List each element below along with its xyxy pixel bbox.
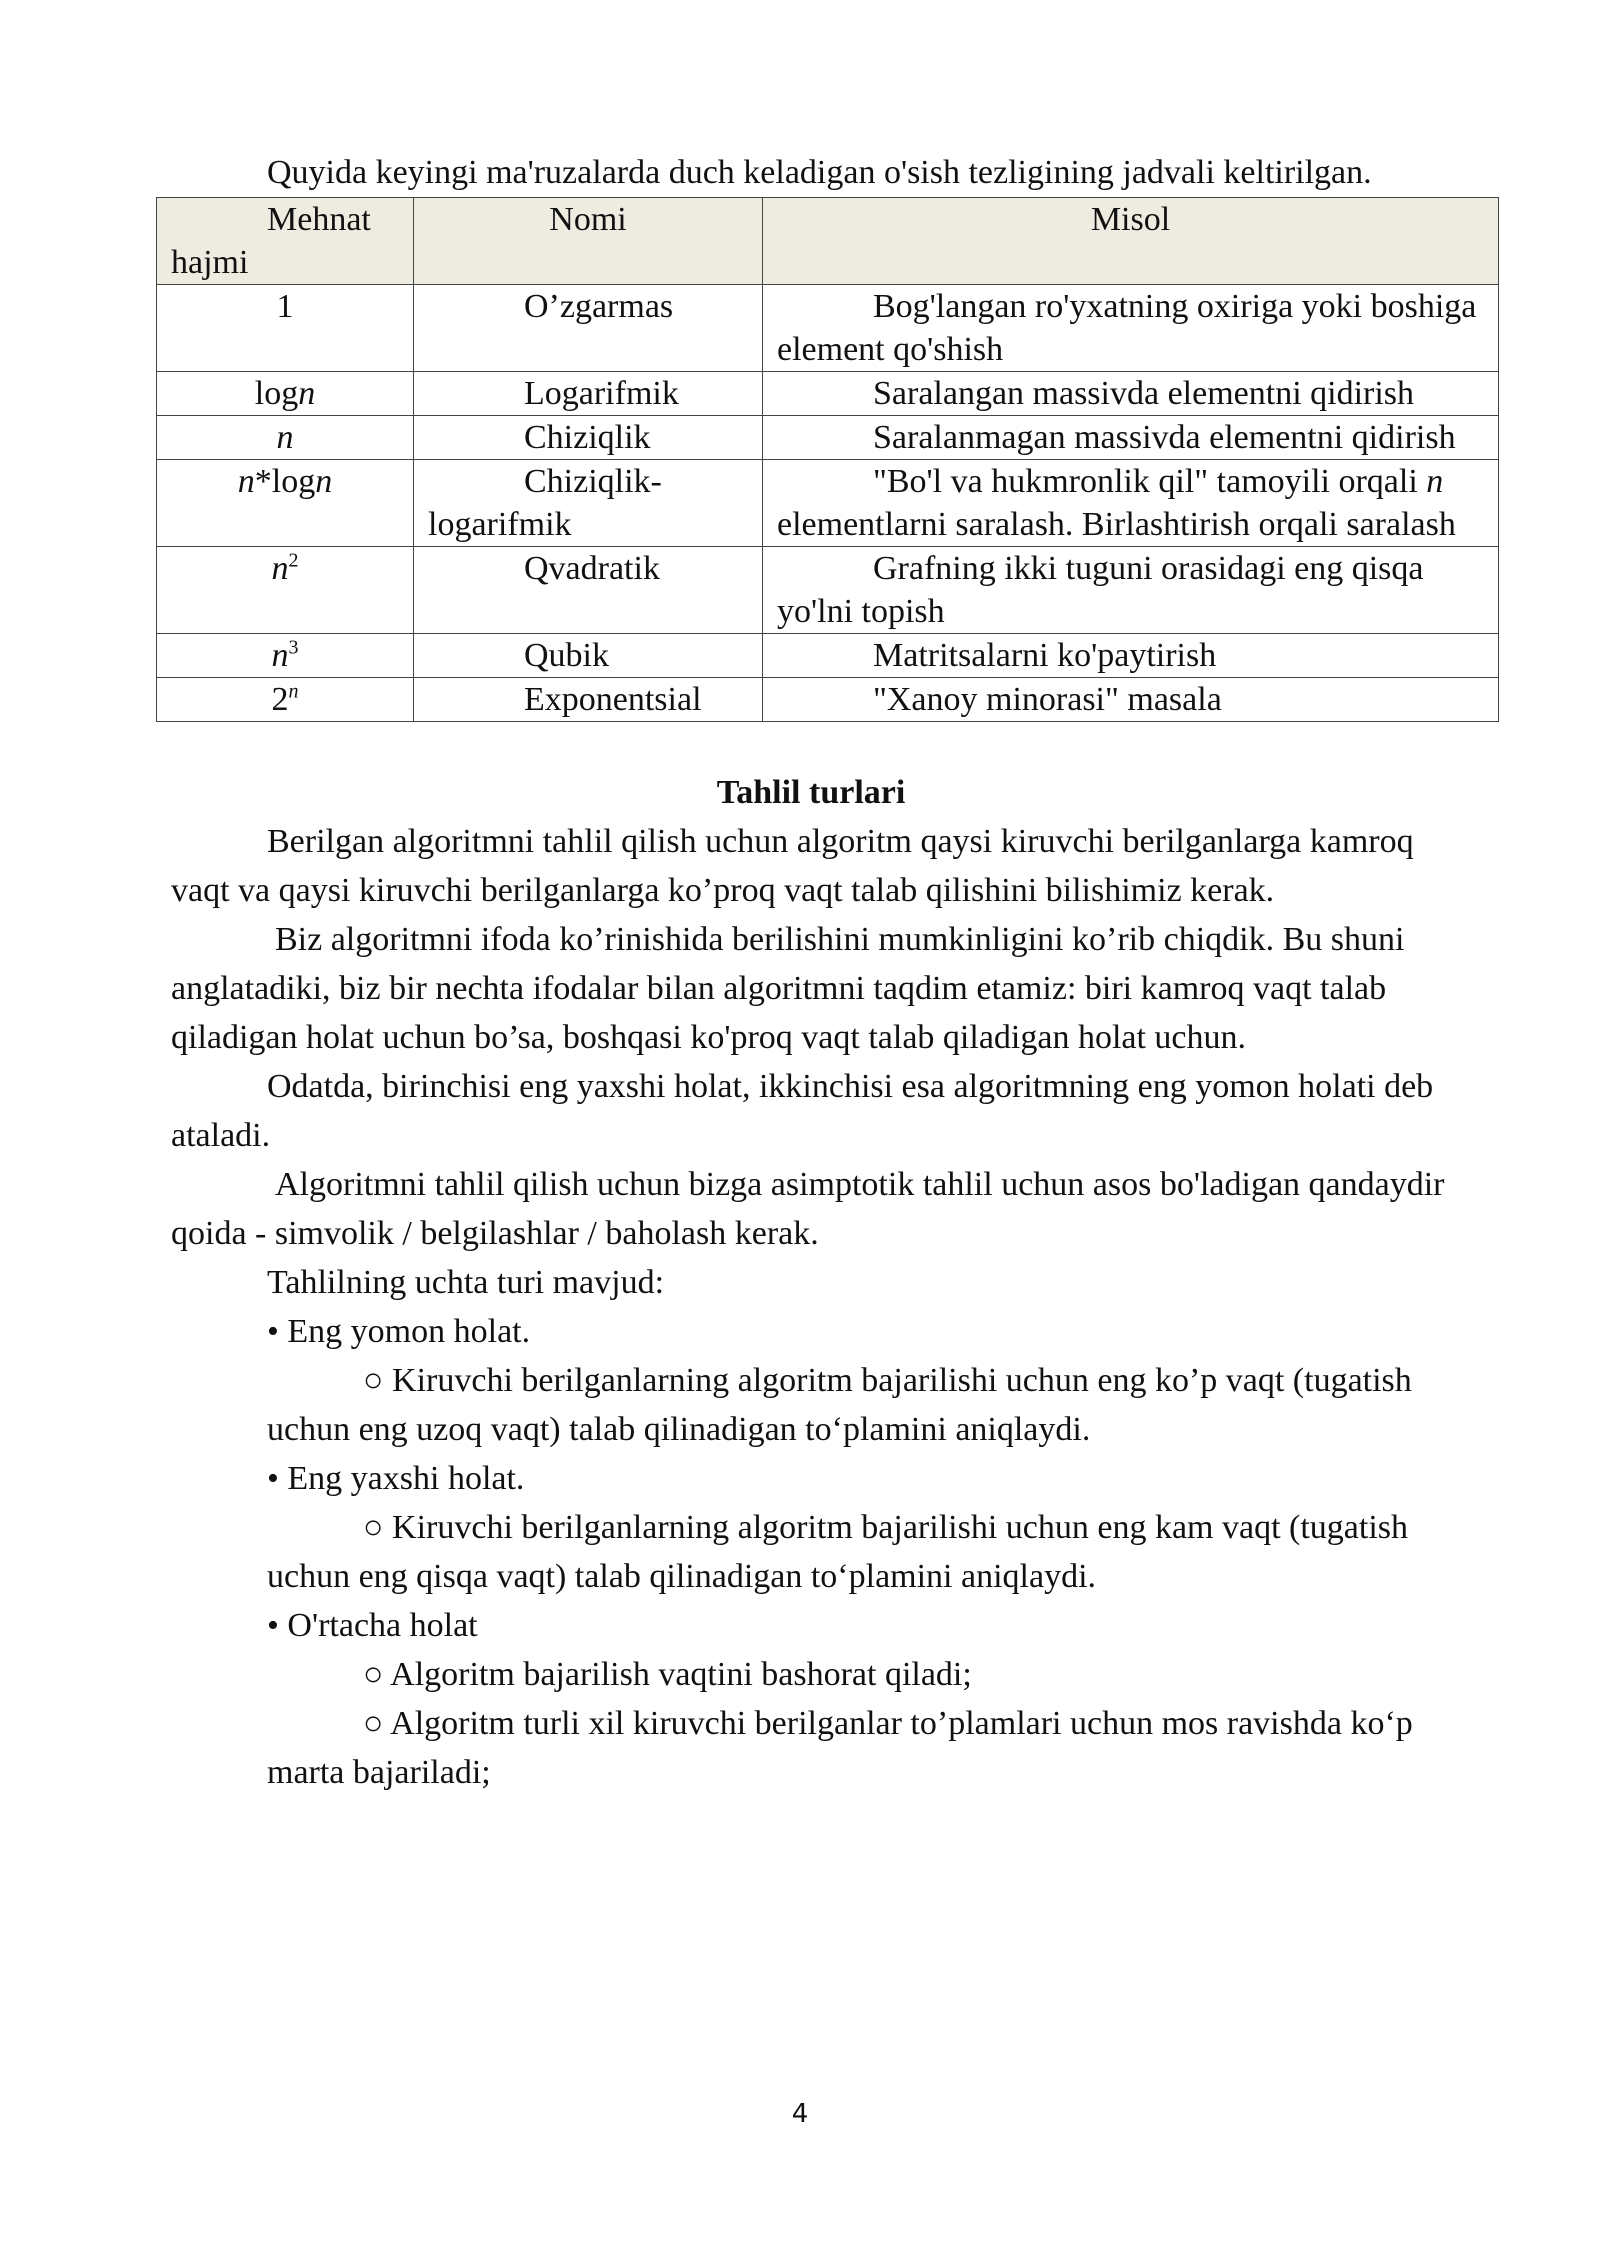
complexity-func: *log bbox=[254, 463, 316, 500]
example-cell: "Xanoy minorasi" masala bbox=[763, 678, 1499, 722]
list-item: • O'rtacha holat bbox=[267, 1607, 478, 1644]
list-subitem: ○ Kiruvchi berilganlarning algoritm bajarilishi uchun eng ko’p vaqt (tugatish uchun eng uzoq vaqt) talab qilinadigan to‘plamini aniqlaydi. bbox=[267, 1362, 1412, 1448]
table-header-row bbox=[157, 198, 1499, 285]
complexity-variable: n bbox=[288, 680, 299, 703]
table-row bbox=[157, 285, 1499, 372]
list-subitem: ○ Algoritm bajarilish vaqtini bashorat qiladi; bbox=[363, 1656, 972, 1693]
page-content bbox=[171, 148, 1477, 1797]
example-cell: Matritsalarni ko'paytirish bbox=[763, 634, 1499, 678]
table-row bbox=[157, 634, 1499, 678]
header-complexity: Mehnat hajmi bbox=[157, 198, 414, 285]
body-paragraph: Algoritmni tahlil qilish uchun bizga asimptotik tahlil uchun asos bo'ladigan qandaydir qoida - simvolik / belgilashlar / baholash kerak. bbox=[171, 1166, 1445, 1252]
name-cell: Qvadratik bbox=[414, 547, 763, 634]
example-cell bbox=[763, 460, 1499, 547]
table-row bbox=[157, 678, 1499, 722]
table-row bbox=[157, 547, 1499, 634]
name-cell: Chiziqlik-logarifmik bbox=[414, 460, 763, 547]
complexity-exponent: 2 bbox=[288, 549, 299, 572]
complexity-exponent: 3 bbox=[288, 636, 299, 659]
list-subitem: ○ Algoritm turli xil kiruvchi berilganlar to’plamlari uchun mos ravishda ko‘p marta bajariladi; bbox=[267, 1705, 1413, 1791]
example-cell: Saralangan massivda elementni qidirish bbox=[763, 372, 1499, 416]
complexity-value: 2 bbox=[271, 681, 289, 718]
example-cell: Grafning ikki tuguni orasidagi eng qisqa yo'lni topish bbox=[763, 547, 1499, 634]
table-row bbox=[157, 416, 1499, 460]
section-heading: Tahlil turlari bbox=[716, 774, 906, 811]
complexity-cell bbox=[157, 372, 414, 416]
table-row bbox=[157, 460, 1499, 547]
body-paragraph: Berilgan algoritmni tahlil qilish uchun algoritm qaysi kiruvchi berilganlarga kamroq vaqt va qaysi kiruvchi berilganlarga ko’proq vaqt talab qilishini bilishimiz kerak. bbox=[171, 823, 1414, 909]
header-example: Misol bbox=[763, 198, 1499, 285]
example-text: "Bo'l va hukmronlik qil" tamoyili orqali bbox=[873, 463, 1427, 500]
example-cell: Saralanmagan massivda elementni qidirish bbox=[763, 416, 1499, 460]
complexity-cell bbox=[157, 547, 414, 634]
complexity-variable: n bbox=[276, 419, 294, 456]
complexity-exponent bbox=[289, 681, 299, 703]
complexity-cell bbox=[157, 460, 414, 547]
analysis-types-intro: Tahlilning uchta turi mavjud: bbox=[267, 1264, 665, 1301]
complexity-cell bbox=[157, 678, 414, 722]
example-text: elementlarni saralash. Birlashtirish orqali saralash bbox=[777, 506, 1456, 543]
complexity-func: log bbox=[254, 375, 299, 412]
name-cell: Chiziqlik bbox=[414, 416, 763, 460]
page-number: 4 bbox=[791, 2099, 809, 2129]
growth-rate-table bbox=[156, 197, 1499, 722]
complexity-variable: n bbox=[271, 637, 289, 674]
complexity-value: 1 bbox=[276, 288, 294, 325]
complexity-variable: n bbox=[315, 463, 333, 500]
name-cell: Qubik bbox=[414, 634, 763, 678]
list-item: • Eng yaxshi holat. bbox=[267, 1460, 525, 1497]
intro-paragraph: Quyida keyingi ma'ruzalarda duch keladigan o'sish tezligining jadvali keltirilgan. bbox=[267, 154, 1372, 191]
complexity-cell bbox=[157, 285, 414, 372]
example-cell: Bog'langan ro'yxatning oxiriga yoki boshiga element qo'shish bbox=[763, 285, 1499, 372]
example-variable: n bbox=[1426, 463, 1444, 500]
table-row bbox=[157, 372, 1499, 416]
complexity-cell bbox=[157, 416, 414, 460]
body-paragraph: Biz algoritmni ifoda ko’rinishida berilishini mumkinligini ko’rib chiqdik. Bu shuni anglatadiki, biz bir nechta ifodalar bilan algoritmni taqdim etamiz: biri kamroq vaqt talab qiladigan holat uchun bo’sa, boshqasi ko'proq vaqt talab qiladigan holat uchun. bbox=[171, 921, 1405, 1056]
body-paragraph: Odatda, birinchisi eng yaxshi holat, ikkinchisi esa algoritmning eng yomon holati deb ataladi. bbox=[171, 1068, 1434, 1154]
name-cell: Exponentsial bbox=[414, 678, 763, 722]
complexity-variable: n bbox=[271, 550, 289, 587]
complexity-variable: n bbox=[298, 375, 316, 412]
name-cell: Logarifmik bbox=[414, 372, 763, 416]
list-item: • Eng yomon holat. bbox=[267, 1313, 531, 1350]
list-subitem: ○ Kiruvchi berilganlarning algoritm bajarilishi uchun eng kam vaqt (tugatish uchun eng qisqa vaqt) talab qilinadigan to‘plamini aniqlaydi. bbox=[267, 1509, 1409, 1595]
complexity-variable: n bbox=[237, 463, 255, 500]
header-name: Nomi bbox=[414, 198, 763, 285]
name-cell: O’zgarmas bbox=[414, 285, 763, 372]
complexity-cell bbox=[157, 634, 414, 678]
